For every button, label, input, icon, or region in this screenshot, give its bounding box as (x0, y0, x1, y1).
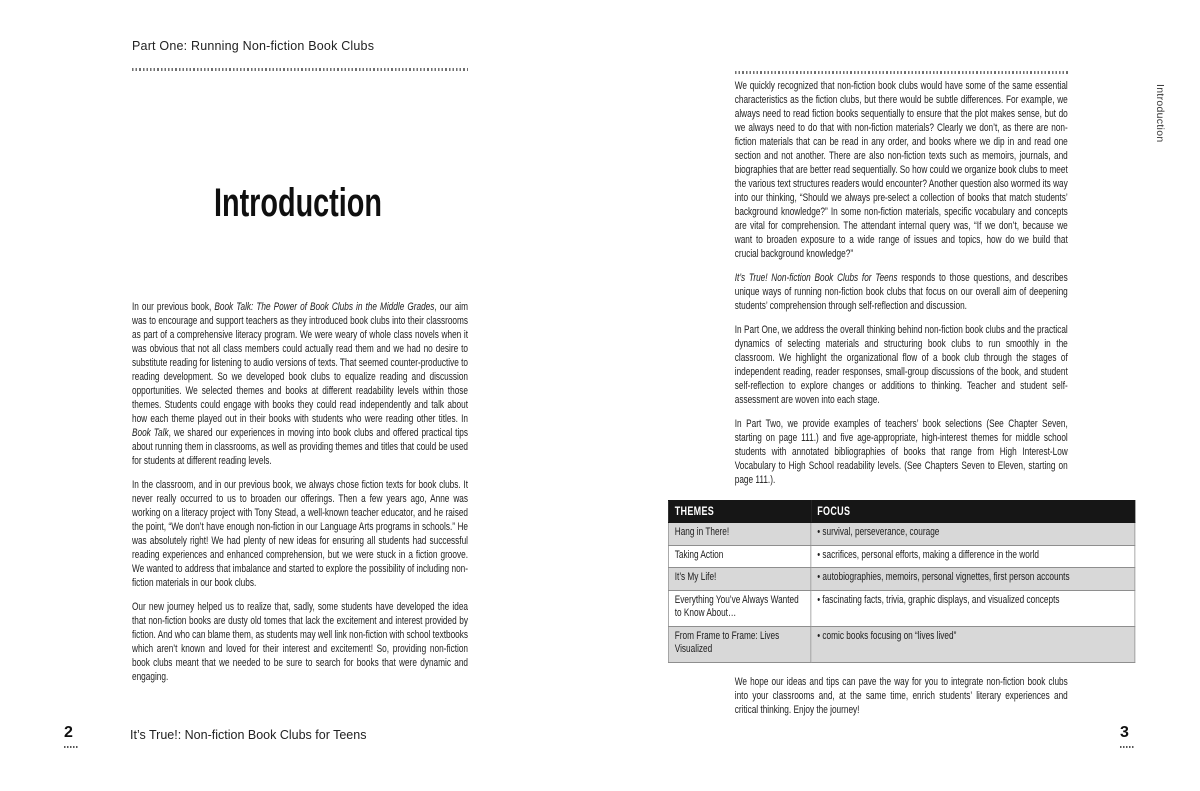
paragraph: In Part Two, we provide examples of teachers’ book selections (See Chapter Seven, starting on page 111.) and five age-appropriate, high-interest themes for middle school students with annotated bibliographies of books that range from High Interest-Low Vocabulary to High School readability levels. (See Chapters Seven to Eleven, starting on page 111.). (734, 418, 1068, 486)
closing-paragraph: We hope our ideas and tips can pave the way for you to integrate non-fiction book clubs into your classrooms and, at the same time, enrich students’ literary experiences and critical thinking. Enjoy the journey! (734, 675, 1068, 716)
table-row (668, 545, 1135, 568)
themes-column-header: THEMES (668, 501, 811, 523)
table-row (668, 568, 1135, 591)
book-title-italic: It’s True! Non-fiction Book Clubs for Teens (734, 272, 898, 284)
theme-cell: Taking Action (668, 545, 811, 568)
theme-cell: It’s My Life! (668, 568, 811, 591)
focus-cell: • autobiographies, memoirs, personal vignettes, first person accounts (811, 568, 1135, 591)
table-header-row (668, 501, 1135, 523)
page-number-dashes-right (1120, 746, 1135, 748)
right-text-column (668, 79, 1135, 727)
running-head: Part One: Running Non-fiction Book Clubs (132, 39, 375, 53)
table-row (668, 626, 1135, 662)
footer-book-title: It’s True!: Non-fiction Book Clubs for Teens (130, 728, 367, 742)
left-text-column (132, 300, 468, 694)
chapter-edge-label: Introduction (1154, 84, 1166, 143)
header-rule-right (735, 71, 1068, 74)
paragraph: In Part One, we address the overall thinking behind non-fiction book clubs and the practical dynamics of selecting materials and structuring book clubs to run smoothly in the classroom. We highlight the organizational flow of a book club through the stages of independent reading, reader responses, small-group discussions of the book, and student self-reflection to explore changes or additions to thinking. Teacher and student self-assessment are woven into each stage. (734, 324, 1068, 406)
focus-cell: • survival, perseverance, courage (811, 523, 1135, 546)
paragraph (132, 300, 468, 468)
chapter-title: Introduction (214, 181, 382, 225)
focus-column-header: FOCUS (811, 501, 1135, 523)
table-row (668, 523, 1135, 546)
table-row (668, 590, 1135, 626)
text-run: responds to those questions, and describes unique ways of running non-fiction book clubs that focus on our overall aim of deepening students’ comprehension through self-reflection and discussion. (734, 272, 1068, 312)
paragraph (735, 271, 1068, 313)
book-title-italic: Book Talk (132, 427, 169, 439)
theme-cell: Hang in There! (668, 523, 811, 546)
paragraph: We quickly recognized that non-fiction book clubs would have some of the same essential characteristics as the fiction clubs, but there would be subtle differences. For example, we always need to read fiction books sequentially to ensure that the plot makes sense, but do we always need to do that with non-fiction materials? Clearly we don’t, as there are non-fiction materials that can be read in any order, and books where we dip in and read one section and not another. There are also non-fiction texts such as memoirs, journals, and biographies that are better read sequentially. So how could we organize book clubs to meet the various text structures readers would encounter? Another question also wormed its way into our thinking, “Should we always pre-select a collection of books that match students’ background knowledge?” In some non-fiction materials, specific vocabulary and concepts are vital for comprehension. The attendant internal query was, “If we don’t, because we want to broaden exposure to a wide range of issues and topics, how do we build that crucial background knowledge?” (734, 80, 1068, 260)
paragraph: In the classroom, and in our previous book, we always chose fiction texts for book clubs. It never really occurred to us to broaden our offerings. Then a few years ago, Anne was working on a literacy project with Tony Stead, a well-known teacher educator, and he raised the point, “We don’t have enough non-fiction in our Language Arts programs in schools.” He was absolutely right! We had plenty of new ideas for ensuring all students had successful reading experiences and enhanced comprehension, but we were stuck in a fiction groove. We wanted to address that imbalance and started to explore the possibility of including non-fiction materials in our book clubs. (132, 479, 468, 589)
theme-cell: From Frame to Frame: Lives Visualized (668, 626, 811, 662)
focus-cell: • fascinating facts, trivia, graphic displays, and visualized concepts (811, 590, 1135, 626)
focus-cell: • comic books focusing on “lives lived” (811, 626, 1135, 662)
book-title-italic: Book Talk: The Power of Book Clubs in the Middle Grades (214, 301, 435, 313)
header-rule-left (132, 68, 468, 71)
theme-cell: Everything You’ve Always Wanted to Know About… (668, 590, 811, 626)
text-run: In our previous book, (132, 301, 215, 313)
text-run: , our aim was to encourage and support teachers as they introduced book clubs into their classrooms as part of a comprehensive literacy program. We were weary of whole class novels when it was obvious that not all class members could actually read them and we had no desire to substitute reading for listening to audio versions of texts. That seemed counter-productive to reading development. So we developed book clubs to equalize reading and discussion opportunities. We selected themes and books at different readability levels within those themes. Students could engage with books they could read independently and talk about how each theme played out in their books with students who were reading other titles. In (132, 301, 468, 425)
themes-focus-table (668, 500, 1135, 663)
page-number-dashes-left (64, 746, 79, 748)
text-run: , we shared our experiences in moving into book clubs and offered practical tips about running them in classrooms, as well as providing themes and titles that could be used for students at different reading levels. (132, 427, 468, 467)
paragraph: Our new journey helped us to realize that, sadly, some students have developed the idea that non-fiction books are dusty old tomes that lack the excitement and interest provided by fiction. And who can blame them, as students may well link non-fiction with school textbooks which aren’t known and loved for their interest and excitement! So, providing non-fiction book clubs meant that we needed to be sure to search for books that were dynamic and engaging. (132, 601, 468, 683)
focus-cell: • sacrifices, personal efforts, making a difference in the world (811, 545, 1135, 568)
page-number-left: 2 (64, 724, 73, 741)
page-number-right: 3 (1120, 724, 1129, 741)
